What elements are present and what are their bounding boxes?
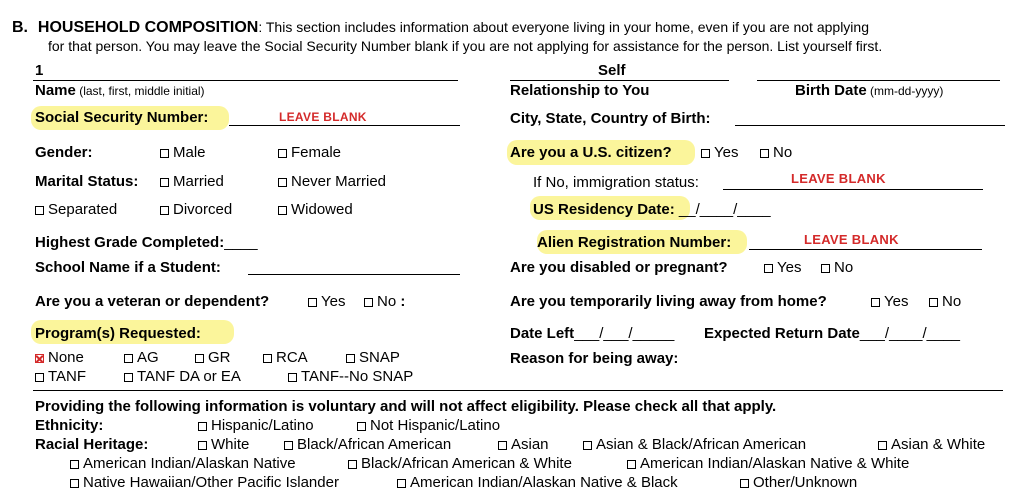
- checkbox-icon[interactable]: [278, 149, 287, 158]
- return-label: Expected Return Date___/____/____: [704, 325, 960, 342]
- ethnicity-not-hispanic-option[interactable]: Not Hispanic/Latino: [357, 417, 500, 435]
- checkbox-icon[interactable]: [160, 178, 169, 187]
- citizen-yes-option[interactable]: Yes: [701, 144, 738, 162]
- birthplace-field[interactable]: [735, 125, 1005, 126]
- marital-never-option[interactable]: Never Married: [278, 173, 386, 191]
- marital-divorced-option[interactable]: Divorced: [160, 201, 232, 219]
- disabled-no-option[interactable]: No: [821, 259, 853, 277]
- checkbox-icon[interactable]: [357, 422, 366, 431]
- checkbox-icon[interactable]: [70, 479, 79, 488]
- checkbox-icon[interactable]: [871, 298, 880, 307]
- race-asian-option[interactable]: Asian: [498, 436, 549, 454]
- checkbox-icon[interactable]: [284, 441, 293, 450]
- checkbox-icon[interactable]: [70, 460, 79, 469]
- ethnicity-label: Ethnicity:: [35, 417, 104, 434]
- immigration-note: LEAVE BLANK: [791, 171, 886, 186]
- residency-field[interactable]: __/____/____: [674, 201, 771, 218]
- race-nhpi-option[interactable]: Native Hawaiian/Other Pacific Islander: [70, 474, 339, 492]
- veteran-label: Are you a veteran or dependent?: [35, 293, 270, 310]
- checkbox-icon[interactable]: [35, 373, 44, 382]
- section-title: HOUSEHOLD COMPOSITION: [37, 19, 259, 36]
- program-tanf-no-snap-option[interactable]: TANF--No SNAP: [288, 368, 413, 386]
- race-asian-black-option[interactable]: Asian & Black/African American: [583, 436, 806, 454]
- checkbox-icon[interactable]: [583, 441, 592, 450]
- immigration-field[interactable]: [723, 189, 983, 190]
- program-tanf-option[interactable]: TANF: [35, 368, 86, 386]
- race-ai-option[interactable]: American Indian/Alaskan Native: [70, 455, 296, 473]
- checkbox-icon[interactable]: [198, 441, 207, 450]
- checkbox-icon[interactable]: [288, 373, 297, 382]
- checkbox-icon[interactable]: [278, 178, 287, 187]
- veteran-no-option[interactable]: No :: [364, 293, 405, 311]
- program-snap-option[interactable]: SNAP: [346, 349, 400, 367]
- school-field[interactable]: [248, 274, 460, 275]
- checkbox-icon[interactable]: [278, 206, 287, 215]
- date-left-label: Date Left___/___/_____: [510, 325, 675, 342]
- away-yes-option[interactable]: Yes: [871, 293, 908, 311]
- citizen-no-option[interactable]: No: [760, 144, 792, 162]
- voluntary-notice: Providing the following information is voluntary and will not affect eligibility. Please check all that apply.: [35, 398, 777, 415]
- marital-widowed-option[interactable]: Widowed: [278, 201, 353, 219]
- marital-married-option[interactable]: Married: [160, 173, 224, 191]
- programs-label: Program(s) Requested:: [35, 325, 201, 342]
- date-left-field[interactable]: ___/___/_____: [574, 325, 675, 342]
- program-ag-option[interactable]: AG: [124, 349, 159, 367]
- ssn-field[interactable]: [229, 125, 460, 126]
- checkbox-icon[interactable]: [160, 206, 169, 215]
- citizen-label: Are you a U.S. citizen?: [510, 144, 672, 161]
- section-divider: [33, 390, 1003, 391]
- checkbox-icon[interactable]: [198, 422, 207, 431]
- checkbox-icon[interactable]: [308, 298, 317, 307]
- checkbox-icon[interactable]: [263, 354, 272, 363]
- name-line: [33, 80, 458, 81]
- checkbox-icon[interactable]: [760, 149, 769, 158]
- away-no-option[interactable]: No: [929, 293, 961, 311]
- ssn-label: Social Security Number:: [35, 109, 209, 126]
- grade-label: Highest Grade Completed:____: [35, 234, 258, 251]
- program-rca-option[interactable]: RCA: [263, 349, 308, 367]
- gender-label: Gender:: [35, 144, 93, 161]
- alien-label: Alien Registration Number:: [537, 234, 732, 251]
- checked-checkbox-icon[interactable]: [35, 354, 44, 363]
- intro-line-2: for that person. You may leave the Social Security Number blank if you are not applying for assistance for the person. List yourself first.: [48, 38, 883, 54]
- intro-line-1: : This section includes information about everyone living in your home, even if you are not applying: [258, 19, 869, 35]
- relationship-line: [510, 80, 729, 81]
- checkbox-icon[interactable]: [124, 354, 133, 363]
- ssn-note: LEAVE BLANK: [279, 110, 367, 124]
- birthplace-label: City, State, Country of Birth:: [510, 110, 711, 127]
- program-gr-option[interactable]: GR: [195, 349, 231, 367]
- gender-male-option[interactable]: Male: [160, 144, 206, 162]
- birth-date-label: Birth Date (mm-dd-yyyy): [795, 82, 944, 99]
- checkbox-icon[interactable]: [498, 441, 507, 450]
- disabled-yes-option[interactable]: Yes: [764, 259, 801, 277]
- race-asian-white-option[interactable]: Asian & White: [878, 436, 985, 454]
- veteran-yes-option[interactable]: Yes: [308, 293, 345, 311]
- checkbox-icon[interactable]: [740, 479, 749, 488]
- name-label: Name (last, first, middle initial): [35, 82, 205, 99]
- relationship-value: Self: [598, 62, 626, 79]
- checkbox-icon[interactable]: [821, 264, 830, 273]
- checkbox-icon[interactable]: [35, 206, 44, 215]
- reason-label: Reason for being away:: [510, 350, 679, 367]
- section-header: [12, 18, 869, 37]
- disabled-label: Are you disabled or pregnant?: [510, 259, 728, 276]
- checkbox-icon[interactable]: [160, 149, 169, 158]
- checkbox-icon[interactable]: [627, 460, 636, 469]
- racial-label: Racial Heritage:: [35, 436, 149, 453]
- section-letter: B.: [12, 19, 28, 36]
- checkbox-icon[interactable]: [397, 479, 406, 488]
- checkbox-icon[interactable]: [929, 298, 938, 307]
- residency-label: US Residency Date: __/____/____: [533, 201, 771, 218]
- race-ai-black-option[interactable]: American Indian/Alaskan Native & Black: [397, 474, 678, 492]
- program-tanf-da-option[interactable]: TANF DA or EA: [124, 368, 241, 386]
- checkbox-icon[interactable]: [346, 354, 355, 363]
- grade-field[interactable]: ____: [224, 234, 258, 251]
- checkbox-icon[interactable]: [124, 373, 133, 382]
- checkbox-icon[interactable]: [348, 460, 357, 469]
- program-none-option[interactable]: None: [35, 349, 84, 367]
- checkbox-icon[interactable]: [364, 298, 373, 307]
- checkbox-icon[interactable]: [764, 264, 773, 273]
- birth-date-line: [757, 80, 1000, 81]
- person-number: 1: [35, 62, 44, 79]
- alien-field[interactable]: [749, 249, 982, 250]
- return-field[interactable]: ___/____/____: [859, 325, 960, 342]
- alien-note: LEAVE BLANK: [804, 232, 899, 247]
- race-other-option[interactable]: Other/Unknown: [740, 474, 857, 492]
- gender-female-option[interactable]: Female: [278, 144, 341, 162]
- marital-separated-option[interactable]: Separated: [35, 201, 117, 219]
- checkbox-icon[interactable]: [195, 354, 204, 363]
- race-ai-white-option[interactable]: American Indian/Alaskan Native & White: [627, 455, 909, 473]
- checkbox-icon[interactable]: [701, 149, 710, 158]
- school-label: School Name if a Student:: [35, 259, 221, 276]
- away-label: Are you temporarily living away from home?: [510, 293, 827, 310]
- checkbox-icon[interactable]: [878, 441, 887, 450]
- immigration-label: If No, immigration status:: [533, 174, 699, 191]
- relationship-label: Relationship to You: [510, 82, 650, 99]
- race-black-white-option[interactable]: Black/African American & White: [348, 455, 572, 473]
- marital-label: Marital Status:: [35, 173, 139, 190]
- race-white-option[interactable]: White: [198, 436, 249, 454]
- ethnicity-hispanic-option[interactable]: Hispanic/Latino: [198, 417, 314, 435]
- race-black-option[interactable]: Black/African American: [284, 436, 451, 454]
